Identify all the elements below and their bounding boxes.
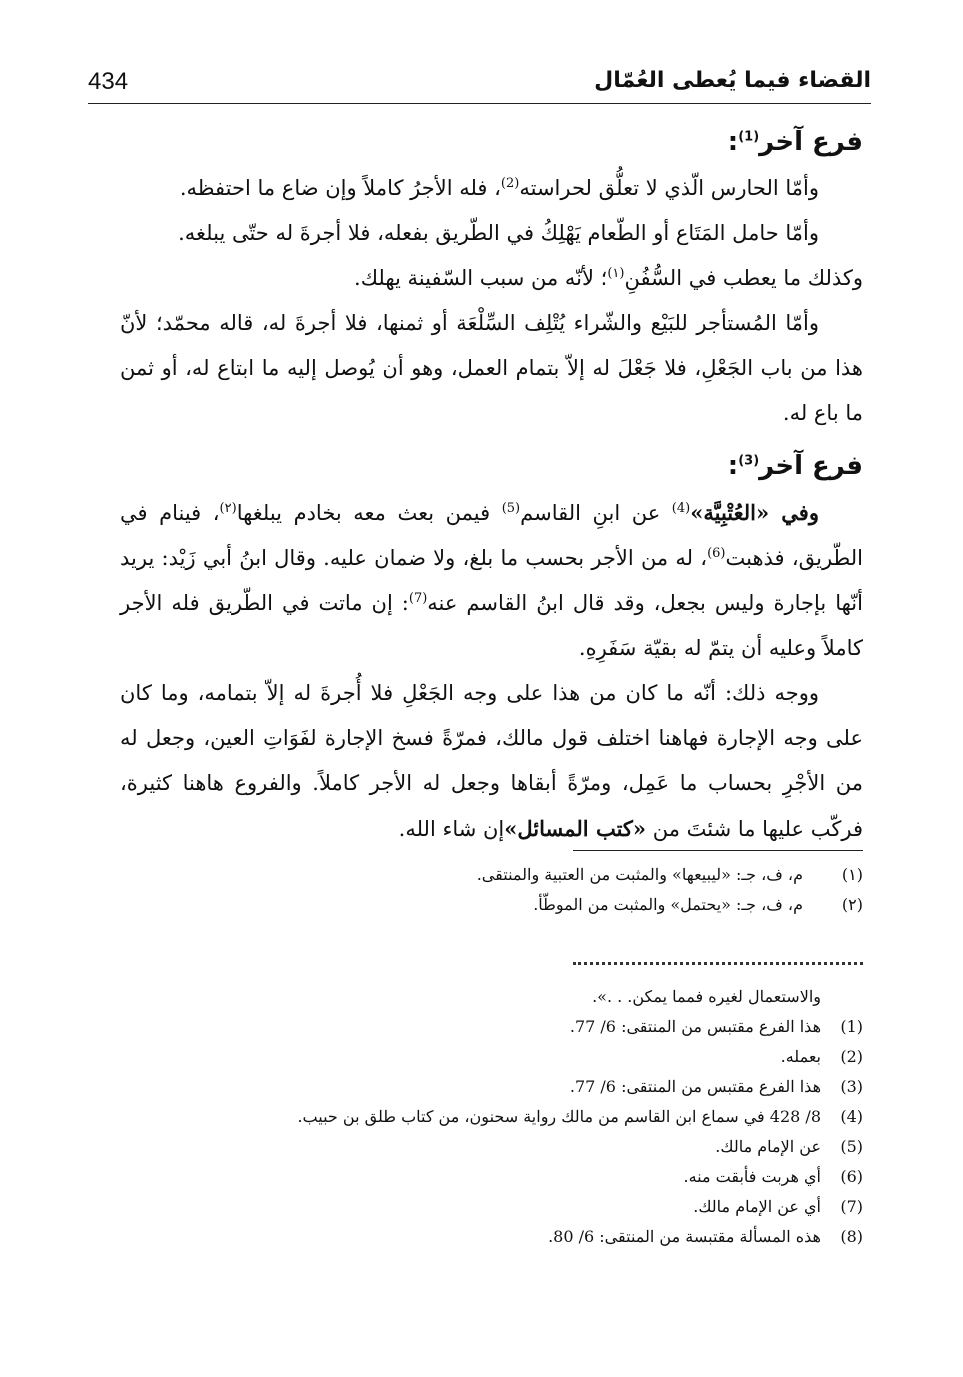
footnote-item: (6) أي هربت فأبقت منه. (683, 1167, 863, 1186)
footnote-item: (5) عن الإمام مالك. (715, 1137, 863, 1156)
footnote-item: (2) بعمله. (780, 1047, 863, 1066)
page-header (88, 64, 871, 104)
footnote-item: (1) هذا الفرع مقتبس من المنتقى: 6/ 77. (569, 1017, 863, 1036)
dotted-separator (573, 962, 863, 965)
footnote-ref: (2) (500, 176, 520, 191)
section-heading-2: فرع آخر$^{(3)}$: (727, 451, 863, 481)
footnote-separator (573, 850, 863, 851)
running-title: القضاء فيما يُعطى العُمّال (594, 68, 871, 93)
paragraph: وأمّا الحارس الّذي لا تعلُّق لحراسته$^{(2)}$، فله الأجرُ كاملاً وإن ضاع ما احتفظه. (179, 176, 819, 200)
page-number: 434 (88, 68, 129, 95)
paragraph: وفي «العُتْبِيَّة»$^{(4)}$ عن ابنِ القاسم$^{(5)}$ فيمن بعث معه بخادم يبلغها$^{(٢)}$، فينام في الطّريق، فذهبت$^{(6)}$، له من الأجر بحسب ما بلغ، ولا ضمان عليه. وقال ابنُ أبي زَيْد: يريد أنّها بإجارة وليس بجعل، وقد قال ابنُ القاسم عنه$^{(7)}$: إن ماتت في الطّريق فله الأجر كاملاً وعليه أن يتمّ له بقيّة سَفَرِهِ. (120, 500, 863, 660)
paragraph: وكذلك ما يعطب في السُّفُنِ$^{(١)}$؛ لأنّه من سبب السّفينة يهلك. (354, 266, 863, 290)
section-heading-1: فرع آخر$^{(1)}$: (727, 127, 863, 157)
footnote-ref: (5) (501, 501, 521, 516)
paragraph: وأمّا حامل المَتَاع أو الطّعام يَهْلِكُ في الطّريق بفعله، فلا أجرةَ له حتّى يبلغه. (178, 221, 819, 245)
paragraph: ووجه ذلك: أنّه ما كان من هذا على وجه الجَعْلِ فلا أُجرةَ له إلاّ بتمامه، وما كان على وجه الإجارة فهاهنا اختلف قول مالك، فمرّةً فسخ الإجارة لفَوَاتِ العين، وجعل له من الأجْرِ بحساب ما عَمِل، ومرّةً أبقاها وجعل له الأجر كاملاً. والفروع هاهنا كثيرة، فركّب عليها ما شئتَ من «كتب المسائل»إن شاء الله. (120, 681, 863, 841)
header-rule (88, 103, 871, 104)
footnote-ref: (7) (408, 591, 428, 606)
footnote-ref: (6) (707, 546, 726, 561)
paragraph: وأمّا المُستأجر للبَيْع والشّراء يُتْلِف السِّلْعَة أو ثمنها، فلا أجرةَ له، قاله محمّد؛ لأنّ هذا من باب الجَعْلِ، فلا جَعْلَ له إلاّ بتمام العمل، وهو أن يُوصل إليه ما ابتاع له، أو ثمن ما باع له. (120, 311, 863, 425)
footnote-item: (١) م، ف، جـ: «ليبيعها» والمثبت من العتبية والمنتقى. (476, 865, 863, 884)
footnote-item: (7) أي عن الإمام مالك. (693, 1197, 863, 1216)
footnote-ref: (4) (671, 501, 691, 516)
footnote-item: (4) 8/ 428 في سماع ابن القاسم من مالك رواية سحنون، من كتاب طلق بن حبيب. (297, 1107, 863, 1126)
footnotes-editor (110, 982, 863, 1252)
footnote-ref: (١) (607, 266, 625, 281)
footnote-continuation: والاستعمال لغيره فمما يمكن. . .». (592, 987, 821, 1006)
footnote-item: (٢) م، ف، جـ: «يحتمل» والمثبت من الموطّأ. (533, 895, 863, 914)
footnote-item: (3) هذا الفرع مقتبس من المنتقى: 6/ 77. (569, 1077, 863, 1096)
footnote-item: (8) هذه المسألة مقتبسة من المنتقى: 6/ 80. (548, 1227, 863, 1246)
footnote-ref: (٢) (219, 501, 237, 516)
main-text (120, 118, 863, 852)
footnotes-arabic (110, 860, 863, 920)
bold-title: «كتب المسائل» (504, 816, 647, 841)
footnote-ref: (3) (738, 453, 760, 469)
footnote-ref: (1) (738, 129, 760, 145)
